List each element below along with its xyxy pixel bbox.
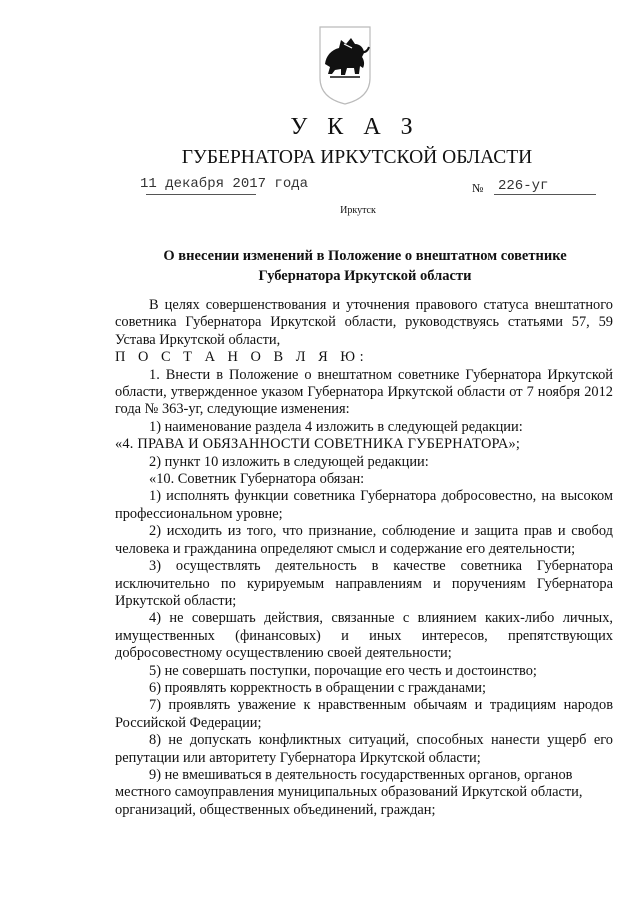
document-type-title: У К А З: [290, 114, 420, 140]
duty-item-6: 6) проявлять корректность в обращении с гражданами;: [149, 679, 486, 696]
decree-word: П О С Т А Н О В Л Я Ю:: [115, 349, 369, 366]
paragraph-1-item-1: 1) наименование раздела 4 изложить в следующей редакции:: [149, 418, 523, 435]
irkutsk-babr-emblem-icon: [317, 22, 373, 106]
number-label: №: [472, 181, 484, 195]
document-body: [115, 297, 613, 819]
paragraph-1-item-2: 2) пункт 10 изложить в следующей редакции:: [149, 453, 429, 470]
paragraph-1: 1. Внести в Положение о внештатном советнике Губернатора Иркутской области, утвержденное указом Губернатора Иркутской области от 7 ноября 2012 года № 363-уг, следующие изменения:: [115, 366, 613, 418]
city-label: Иркутск: [340, 205, 376, 216]
document-number: 226-уг: [494, 178, 596, 195]
issuer-title: ГУБЕРНАТОРА ИРКУТСКОЙ ОБЛАСТИ: [181, 147, 533, 168]
heading-line-2: Губернатора Иркутской области: [258, 268, 472, 284]
date-underline: [146, 194, 256, 195]
point-10-intro: «10. Советник Губернатора обязан:: [149, 471, 365, 488]
duty-item-8: 8) не допускать конфликтных ситуаций, способных нанести ущерб его репутации или авторитету Губернатора Иркутской области;: [115, 732, 613, 766]
duty-item-2: 2) исходить из того, что признание, соблюдение и защита прав и свобод человека и гражданина определяют смысл и содержание его деятельности;: [115, 523, 613, 557]
duty-item-5: 5) не совершать поступки, порочащие его честь и достоинство;: [149, 662, 537, 679]
duty-item-3: 3) осуществлять деятельность в качестве советника Губернатора исключительно по курируемым направлениям и поручениям Губернатора Иркутской области;: [115, 558, 613, 609]
duty-item-7: 7) проявлять уважение к нравственным обычаям и традициям народов Российской Федерации;: [115, 697, 613, 731]
duty-item-4: 4) не совершать действия, связанные с влиянием каких-либо личных, имущественных (финансовых) и иных интересов, препятствующих добросовестному осуществлению своей деятельности;: [115, 610, 613, 662]
section-4-title: «4. ПРАВА И ОБЯЗАННОСТИ СОВЕТНИКА ГУБЕРНАТОРА»;: [115, 436, 521, 453]
intro-paragraph: В целях совершенствования и уточнения правового статуса внештатного советника Губернатора Иркутской области, руководствуясь статьями 57, 59 Устава Иркутской области,: [115, 297, 613, 348]
duty-item-9: 9) не вмешиваться в деятельность государственных органов, органов местного самоуправления муниципальных образований Иркутской области, организаций, общественных объединений, граждан;: [115, 766, 583, 818]
duty-item-1: 1) исполнять функции советника Губернатора добросовестно, на высоком профессиональном уровне;: [115, 488, 613, 522]
document-date: 11 декабря 2017 года: [140, 176, 309, 192]
document-heading: [140, 246, 590, 286]
heading-line-1: О внесении изменений в Положение о внештатном советнике: [163, 248, 567, 264]
